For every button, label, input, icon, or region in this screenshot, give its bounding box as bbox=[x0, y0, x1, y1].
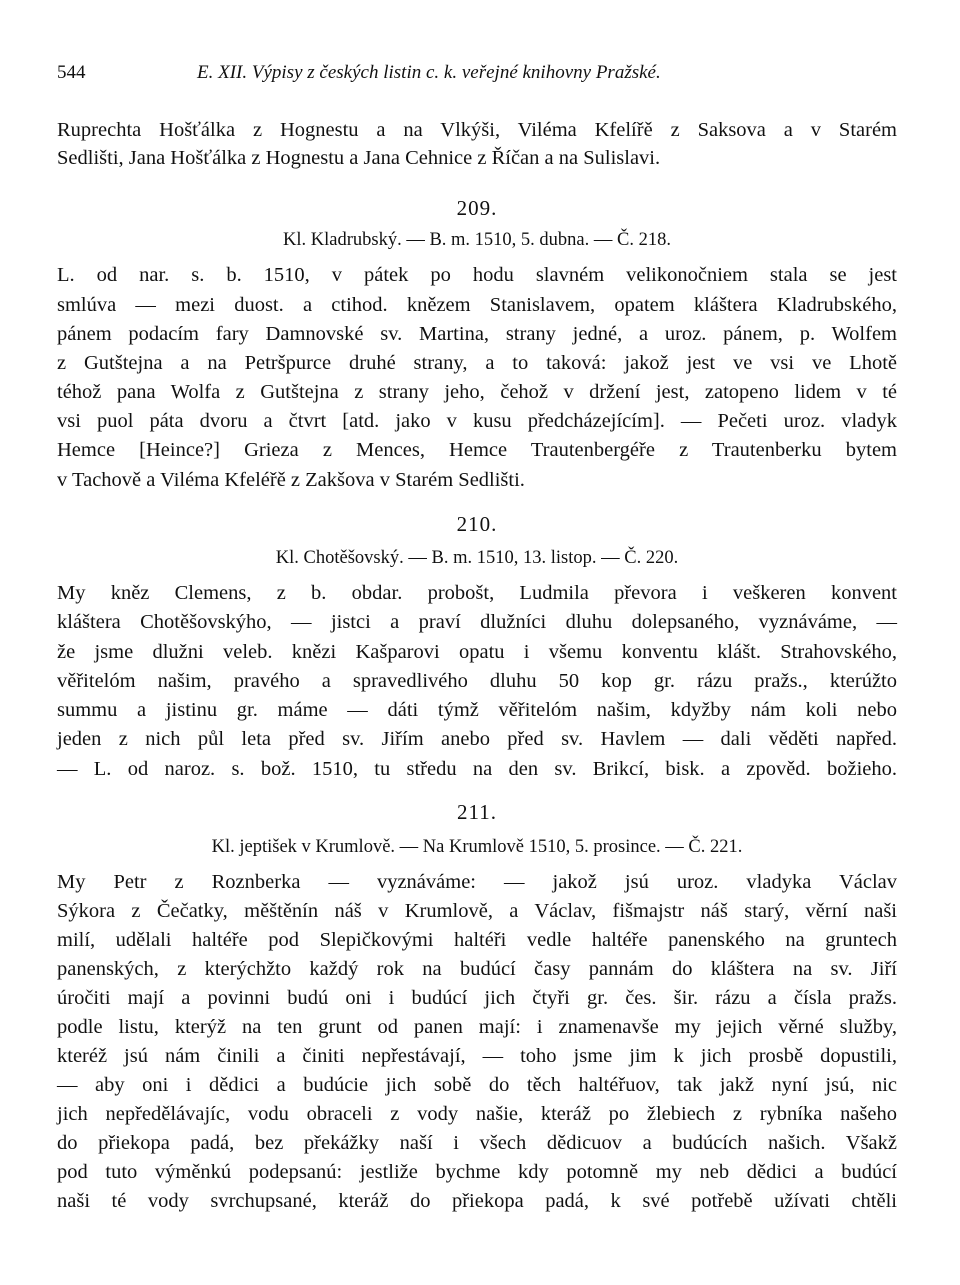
section-number: 209. bbox=[456, 196, 498, 220]
text-line: podle listu, kterýž na ten grunt od panen mají: i znamenavše my jejich věrné služby, bbox=[57, 1016, 897, 1038]
text-line: kláštera Chotěšovskýho, — jistci a praví dlužníci dluhu dolepsaného, vyznáváme, — bbox=[57, 611, 897, 633]
running-title: E. XII. Výpisy z českých listin c. k. veřejné knihovny Pražské. bbox=[197, 62, 661, 83]
text-line: pánem podacím fary Damnovské sv. Martina, strany jedné, a uroz. pánem, p. Wolfem bbox=[57, 323, 897, 345]
text-line: vsi puol páta dvoru a čtvrt [atd. jako v kusu předcházejícím]. — Pečeti uroz. vladyk bbox=[57, 410, 897, 432]
page-header bbox=[57, 62, 897, 92]
text-line: Hemce [Heince?] Grieza z Mences, Hemce Trautenbergéře z Trautenberku bytem bbox=[57, 439, 897, 461]
text-line: milí, udělali haltéře pod Slepičkovými haltéři vedle haltéře panenského na gruntech bbox=[57, 929, 897, 951]
section-meta: Kl. Kladrubský. — B. m. 1510, 5. dubna. — Č. 218. bbox=[283, 230, 671, 250]
text-line: My kněz Clemens, z b. obdar. probošt, Ludmila převora i veškeren konvent bbox=[57, 582, 897, 604]
text-line: Sýkora z Čečatky, měštěnín náš v Krumlově, a Václav, fišmajstr náš starý, věrní naši bbox=[57, 900, 897, 922]
text-line: pod tuto výměnkú podepsanú: jestliže bychme kdy potomně my neb dědici a budúcí bbox=[57, 1161, 897, 1183]
text-line: smlúva — mezi duost. a ctihod. knězem Stanislavem, opatem kláštera Kladrubského, bbox=[57, 294, 897, 316]
intro-line: Sedlišti, Jana Hošťálka z Hognestu a Jana Cehnice z Říčan a na Sulislavi. bbox=[57, 147, 661, 169]
text-line: téhož pana Wolfa z Gutštejna z strany jeho, čehož v držení jest, zatopeno lidem v té bbox=[57, 381, 897, 403]
text-line: — aby oni i dědici a budúcie jich sobě do těch haltéřuov, tak jakž nyní jsú, nic bbox=[57, 1074, 897, 1096]
text-line: úročiti mají a povinni budú oni i budúcí jich čtyři gr. čes. šir. rázu a čísla pražs. bbox=[57, 987, 897, 1009]
text-line: L. od nar. s. b. 1510, v pátek po hodu slavném velikonočniem stala se jest bbox=[57, 264, 897, 286]
text-line: jeden z nich půl leta před sv. Jiřím anebo před sv. Havlem — dali věděti napřed. bbox=[57, 728, 897, 750]
text-line: z Gutštejna a na Petršpurce druhé strany, a to taková: jakož jest ve vsi ve Lhotě bbox=[57, 352, 897, 374]
text-line: My Petr z Roznberka — vyznáváme: — jakož jsú uroz. vladyka Václav bbox=[57, 871, 897, 893]
section-number: 211. bbox=[457, 800, 497, 824]
text-line: summu a jistinu gr. máme — dáti týmž věřitelóm našim, kdyžby nám koli nebo bbox=[57, 699, 897, 721]
section-meta: Kl. Chotěšovský. — B. m. 1510, 13. listop. — Č. 220. bbox=[275, 548, 679, 568]
text-line: kteréž jsú nám činili a činiti nepřestávají, — toho jsme jim k jich prosbě dopustili, bbox=[57, 1045, 897, 1067]
section-number: 210. bbox=[456, 512, 498, 536]
text-line: panenských, z kterýchžto každý rok na budúcí časy pannám do kláštera na sv. Jiří bbox=[57, 958, 897, 980]
text-line: naši té vody svrchupsané, kteráž do přiekopa padá, k své potřebě užívati chtěli bbox=[57, 1190, 897, 1212]
text-line: do přiekopa padá, bez překážky naší i všech dědicuov a budúcích našich. Všakž bbox=[57, 1132, 897, 1154]
intro-line: Ruprechta Hošťálka z Hognestu a na Vlkýši, Viléma Kfelířě z Saksova a v Starém bbox=[57, 119, 897, 141]
text-line: věřitelóm našim, pravého a spravedlivého dluhu 50 kop gr. rázu pražs., kterúžto bbox=[57, 670, 897, 692]
text-line: že jsme dlužni veleb. knězi Kašparovi opatu i všemu konventu klášt. Strahovského, bbox=[57, 641, 897, 663]
text-line: v Tachově a Viléma Kfeléřě z Zakšova v Starém Sedlišti. bbox=[57, 469, 525, 491]
text-line: — L. od naroz. s. bož. 1510, tu středu na den sv. Brikcí, bisk. a zpověd. božieho. bbox=[57, 758, 897, 780]
text-line: jich nepředělávajíc, vodu obraceli z vody našie, kteráž po žlebiech z rybníka našeho bbox=[57, 1103, 897, 1125]
section-meta: Kl. jeptišek v Krumlově. — Na Krumlově 1510, 5. prosince. — Č. 221. bbox=[211, 837, 743, 857]
page-number: 544 bbox=[57, 62, 86, 83]
